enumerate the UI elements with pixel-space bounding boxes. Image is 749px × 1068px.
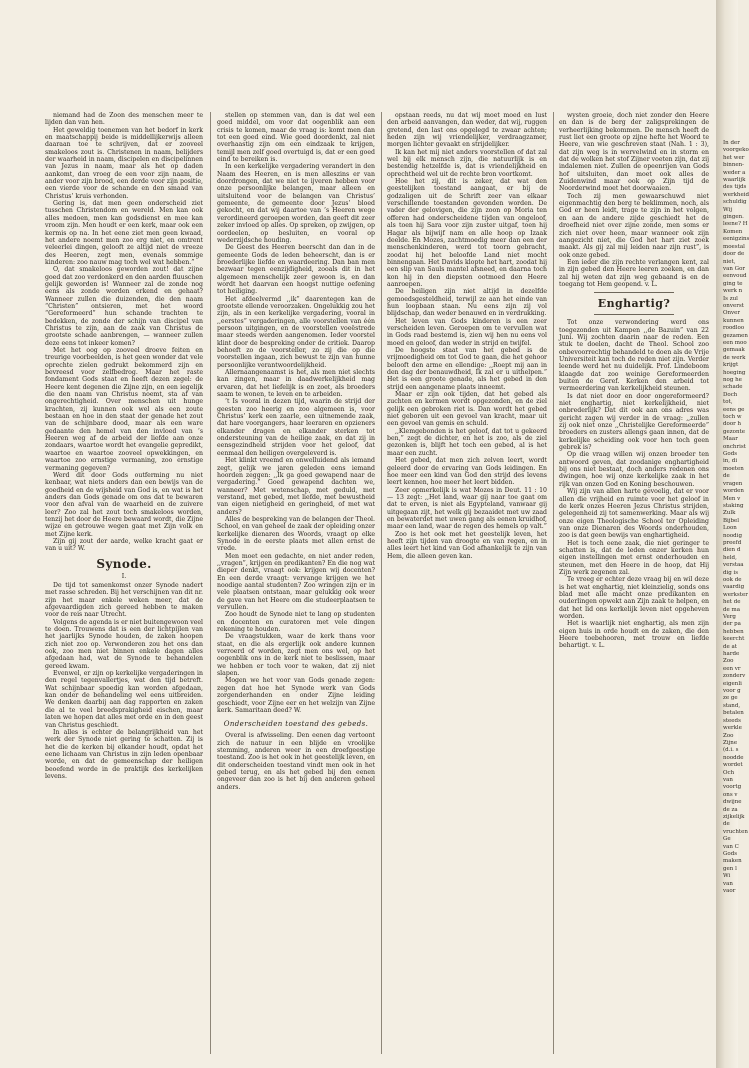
paragraph: De vraagstukken, waar de kerk thans voor staat, en die als ergerlijk ook andere kunnen verroerd of worden, zegt men ons wel, op het oogenblik ons in de kerk niet te beslissen, maar we hebben er toch voor te waken, dat zij niet slapen. (217, 633, 375, 678)
strip-line: toch w (723, 414, 742, 421)
strip-line: worden (723, 488, 744, 495)
strip-line: vragen (723, 480, 743, 487)
strip-line: een moo (723, 339, 747, 346)
strip-line: gemaak (723, 347, 745, 354)
strip-line: betalen (723, 710, 744, 717)
strip-line: des tijds (723, 184, 747, 191)
strip-line: Gods (723, 851, 738, 857)
column-1 (45, 112, 203, 1054)
strip-line: held, (723, 554, 737, 561)
strip-line: Ge (723, 836, 731, 843)
strip-line: schade (723, 384, 743, 391)
strip-line: van C (723, 843, 739, 850)
strip-line: voorgeko (723, 147, 749, 154)
strip-line: kunnen (723, 317, 744, 324)
strip-line: harde (723, 651, 740, 658)
paragraph: Tot onze verwondering werd ons toegezonden uit Kampen ,,de Bazuin” van 22 Juni. Wij zochten daarin naar de reden. Een stuk te doelen, dacht de Theol. School zoo onbevoorrechtig behandeld te doen als de Vrije Universiteit kan toch de reden niet zijn. Verder leende werd het nu duidelijk. Prof. Lindeboom klaagde dat zoo weinige Gereformeerden buiten de Geref. Kerken den arbeid tot vermeerdering van kerkelijkheid steunen. (559, 319, 709, 393)
paragraph: De tijd tot samenkomst onzer Synode nadert met rasse schreden. Bij het verschijnen van dit nr. zijn het maar enkele weken meer, dat de afgevaardigden zich gereed hebben te maken voor de reis naar Utrecht. (45, 581, 203, 619)
strip-line: ging te (723, 280, 743, 287)
strip-line: vruchten (723, 828, 748, 835)
strip-line: een vr (723, 665, 741, 672)
strip-line: maken (723, 858, 742, 865)
strip-line: Gods (723, 451, 738, 458)
strip-line: wordet (723, 762, 743, 769)
strip-line: voortg (723, 784, 742, 791)
paragraph: Gering is, dat men geen onderscheid ziet tusschen Christendom en wereld. Men kan ook alles medoen, men kan godsdienst en mee kan vroom zijn. Men houdt er een kerk, maar ook een kermis op na. In het eene ziet men geen kwaad, het andere noemt men zoo erg niet, en omtrent veleerlei dingen, gelooft ze altijd niet de vreeze des Heeren, zegt men, evenals sommige kinderen: zoo nauw mag toch wel wat hebben.” (45, 200, 203, 266)
strip-line: ze ge (723, 695, 738, 702)
strip-line: noodde (723, 754, 744, 761)
paragraph: Toch zij men gewaarschuwd niet eigenmachtig den berg te beklimmen, noch, als God er heen leidt, trage te zijn in het volgen, en aan de andere zijde geschiedt het de droefheid niet over zijne zonde, men soms er zich niet over heen, maar wanneer ook zijn aangezicht niet, die God het hart ziet zoek maakt. Als gij zal mij leiden naar zijn rust”, is ook onze gebed. (559, 192, 709, 259)
strip-line: Komen (723, 228, 743, 235)
strip-line: der pa (723, 621, 741, 628)
paragraph: Ik kan het mij niet anders voorstellen of dat zal wel bij elk mensch zijn, die natuurlijk is en bestendig hetzelfde is, dat is vriendelijkheid en oprechtheid wel uit de rechte bron voortkomt. (387, 148, 547, 178)
strip-line: Is zul (723, 295, 738, 302)
strip-line: preefd (723, 539, 742, 546)
strip-line: noodig (723, 532, 742, 539)
strip-line: werkheid (723, 191, 749, 198)
strip-line: hebben (723, 628, 744, 635)
strip-line: gezonte (723, 428, 745, 435)
column-2 (217, 112, 375, 1054)
paragraph: Zoo houdt de Synode niet te lang op studenten en docenten en curatoren met vele dingen rekening te houden. (217, 611, 375, 634)
paragraph: Te vreeg er echter deze vraag bij en wil deze is het wat enghartig, niet kleinzielig, sonds ons blad met alle macht onze predikanten en ouderlingen opwekt aan Zijn zaak te helpen, en dat het lid ons kerkelijk leven niet opgeheven worden. (559, 576, 709, 620)
section-title-synode: Synode. (96, 556, 152, 571)
paragraph: Hoe het zij, dit is zeker, dat wat den geestelijken toestand aangaat, er bij de godzaligen uit de Schrift zeer van elkaar verschillende toestanden gevonden worden. De vader der gelovigen, die zijn zoon op Moria ten offeren had onderscheidene tijden van ongeloof, als toen hij Sara voor zijn zuster uitgaf, toen hij Hagar als bijwijf nam en alle hoop op Izaak deelde. En Mozes, zachtmoedig meer dan een der menschenkinderen, werd tot toorn gebracht, zoodat hij het beloofde Land niet mocht binnengaan. Het Davids klopte het hart, zoodat hij een slip van Sauls mantel afsneed, en daarna toch kon hij in den diepsten ootmoed den Heere aanroepen. (387, 178, 547, 288)
strip-line: ons v (723, 791, 738, 798)
strip-line: hoeging (723, 369, 746, 376)
strip-line: zijkelijk (723, 813, 745, 820)
paragraph: De Geest des Heeren beerscht dan dan in de gemeente Gods de leden beheerscht, dan is er broederlijke liefde en waardeering. Dan ban men bezwaar tegen eenzijdigheid, zooals dit in het algemeen menschelijk zeer gewoon is, en dan wordt het daarvan een hoogst nuttige oefening tot heiliging. (217, 244, 375, 296)
strip-line: schuldig (723, 199, 747, 206)
strip-line: de at (723, 643, 738, 650)
paragraph: In een kerkelijke vergadering verandert in den Naam des Heeren, en is men alleszins er van doordrongen, dat we niet te ijveren hebben voor onze persoonlijke belangen, maar alleen en uitsluitend voor de belangen van Christus’ gemeente, de gemeente door Jezus’ bloed gekocht, en dat wij daartoe van ’s Heeren wege verordineerd geroepen worden, dan geeft dit zeer zeker invloed op alles. Op spreken, op zwijgen, op oordeelen, op besluiten, en vooral op wederzijdsche houding. (217, 163, 375, 244)
paragraph: wysten groeie, doch niet zonder den Heere en dan is de berg der zaligsprekingen de verheerlijking bekommen. De mensch heeft de rust liet een groote op zijne hefte het Woord te Heere, van wie geschreven staat (Nah. 1 : 3), dat zijn weg is in wervelwind en in storm en dat de wolken het stof Zijner voeten zijn, dat zij indalemen niet. Zullen de opeenrijen van Gods hof uitsluiten, dan moet ook alles de Zuidenwind maar ook op Zijn tijd de Noorderwind moet het doorwaaien. (559, 112, 709, 193)
strip-line: zonderv (723, 673, 746, 680)
strip-line: waarlijk (723, 177, 746, 184)
strip-line: het de (723, 599, 741, 606)
strip-line: ook de (723, 576, 742, 583)
strip-line: van (723, 776, 733, 783)
paragraph: stellen op stemmen van, dan is dat wel een goed middel, om voor dat oogenblik aan een crisis te komen, maar de vraag is: komt men dan tot een goed eind. Wie goed doordenkt, zal niet overhaastig zijn om een eindzaak te krijgen, temijl men zelf goed overtuigd is, dat er een goed eind te bereiken is. (217, 112, 375, 164)
strip-line: roodloo (723, 325, 745, 332)
strip-line: gingen. (723, 214, 744, 221)
separator-line (594, 314, 674, 315)
column-rule (381, 112, 382, 1054)
strip-line: de werk (723, 354, 746, 361)
strip-line: Och (723, 769, 735, 776)
strip-line: in, di (723, 458, 738, 465)
column-rule (210, 112, 211, 1054)
paragraph: Een ieder die zijn rechte verlangen kent, zal in zijn gebed den Heere leeren zoeken, en dan zal hij weten dat zijn weg gebaand is en de toegang tot Hem geopend. v. L. (559, 258, 709, 288)
strip-line: vaardig (723, 584, 745, 591)
paragraph: Maar er zijn ook tijden, dat het gebed als zuchten en kermen wordt opgezonden, en de ziel gelijk een gebroken riet is. Dan wordt het gebed niet geboren uit een gevoel van kracht, maar uit een gevoel van gemis en schuld. (387, 391, 547, 428)
paragraph: In alles is echter de belangrijkheid van het werk der Synode niet gering te schatten. Zij is het die de kerken bij elkander houdt, opdat het eene lichaam van Christus in zijn leden openbaar worde, en dat de gemeenschap der heiligen beoefend worde in de praktijk des kerkelijken levens. (45, 728, 203, 780)
paragraph: Allernaangenaamst is het, als men niet slechts kan zingen, maar in daadwerkelijkheid mag ervaren, dat het liefelijk is en zoet, als broeders saam te wonen, te leven en te arbeiden. (217, 369, 375, 399)
strip-line: Loon (723, 525, 737, 532)
strip-line: gezamen (723, 332, 748, 339)
paragraph: O, dat smakeloos geworden zout! dat zijne goed dat zoo verdonkerd en den aarden fluuschen gelijk geworden is! Wanneer zal de zonde nog eens als zonde worden erkend en gehaat? Wanneer zullen die duizenden, die den naam “Christen” ontsieren, met het woord “Gereformeerd” hun schande trachten te bedekken, de zonde der schijn van discipel van Christus te zijn, aan de zaak van Christus de grootste schade aanbrengen, — wanneer zullen deze eens tot inkeer komen? (45, 266, 203, 347)
paragraph: Wij zijn van allen harte gevoelig, dat er voor allen die vrijheid en ruimte voor het geloof in de kerk onzes Heeren Jezus Christus strijden, gelegenheid zij tot samenwerking. Maar als wij onze eigen Theologische School ter Opleiding van onze Dienaren des Woords onderhouden, zoo is dat geen bewijs van enghartigheid. (559, 488, 709, 540)
strip-line: niet, (723, 258, 736, 265)
strip-line: (d.i. s (723, 747, 739, 754)
paragraph: Het gebed, dat men zich zelven leert, wordt geleerd door de ervaring van Gods leidingen. En hoe meer een kind van God den strijd des levens leert kennen, hoe meer het leert bidden. (387, 457, 547, 487)
paragraph: Het is waarlijk niet enghartig, als men zijn eigen huis in orde houdt en de zaken, die den Heere toebehooren, met trouw en liefde behartigt. v. L. (559, 620, 709, 650)
strip-line: Maar (723, 436, 738, 443)
paragraph: ’t Is vooral in dezen tijd, waarin de strijd der geesten zoo heerig en zoo algemeen is, voor Christus’ kerk een zaarle, een uitnemende zaak, dat hare voorgangers, haar leeraren en opzieners elkander dragen en elkander sterken tot ondersteuning van de heilige zaak, en dat zij in eensgezindheid strijden voor het geloof, dat eenmaal den heiligen overgeleverd is. (217, 398, 375, 457)
strip-line: de ma (723, 606, 741, 613)
strip-line: moestal (723, 243, 745, 250)
paragraph: niemand had de Zoon des menschen meer te lijden dan van hen. (45, 112, 203, 127)
paragraph: De heiligen zijn niet altijd in dezelfde gemoedsgesteldheid, terwijl ze aan het einde van hun loopbaan staan. Nu eens zijn zij vol blijdschap, dan weder benauwd en in verdrukking. (387, 288, 547, 318)
strip-line: moeten (723, 465, 744, 472)
strip-line: Wi (723, 873, 731, 880)
section-title-gebed: Onderscheiden toestand des gebeds. (223, 720, 369, 729)
paragraph: Het klinkt vreemd en onwelluidend als iemand zegt, gelijk we jaren geleden eens iemand hoorden zeggen: ,,Ik ga goed gewapend naar de vergadering.” Goed gewapend dachten we, wanneer? Met wetenschap, met geduld, met verstand, met gebed, met liefde, met bewustheid van eigen nietigheid en geringheid, of met wat anders? (217, 457, 375, 516)
paragraph: Mogen we het voor van Gods genade zegen: zegen dat hoe het Synode werk van Gods zorgenderhanden en onder Zijne leiding geschiedt, voor Zijne eer en het welzijn van Zijne kerk. Samaritaan deed? W. (217, 677, 375, 714)
adjacent-page-edge-text (723, 140, 749, 1038)
paragraph: Evenwel, er zijn op kerkelijke vergaderingen in den regel tegenvallertjes, wat den tijd betreft. Wat schijnbaar spoedig kan worden afgedaan, kan onder de behandeling wel eens uitbreiden. We denken daarbij aan dag rapporten en zaken die al te veel breedsprakigheid eischen, maar laten we hopen dat alles met orde en in den geest van Christus geschiedt. (45, 670, 203, 729)
strip-line: Doch (723, 391, 738, 398)
paragraph: Met het oog op zooveel droeve feiten en treurige voorbeelden, is het geen wonder dat vele oprechte zielen gedrukt bekommerd zijn en bevreesd voor zelfbedrog. Maar het raste fondament Gods staat en heeft dezen zegel: de Heere kent degenen die Zijne zijn, en een iegelijk die den naam van Christus noemt, sta af van ongerechtigheid. Over menschen uit hunge krachten, zij kunnen ook wel als een zoute bestaan en hoe in den staat der genade het zout van de schijnbare dood, maar als een ware gedaante den hemel van den invloed van ’s Heeren weg af de arbeid der liefde aan onze zondaars, waartoe wordt het evangelie gepredikt, waartoe en waartoe zooveel opwekkingen, en waartoe zoo ernstige vermaning, zoo ernstige vermaning gegeven? (45, 347, 203, 472)
strip-line: van (723, 880, 733, 887)
strip-line: Zulk (723, 510, 736, 517)
strip-line: leene? H (723, 221, 748, 228)
column-4 (559, 112, 709, 1054)
strip-line: weder a (723, 169, 746, 176)
paragraph: Zijn gij zout der aarde, welke kracht gaat er van u uit? W. (45, 537, 203, 553)
strip-line: steeds (723, 717, 741, 724)
strip-line: door h (723, 421, 742, 428)
strip-line: keercht (723, 636, 745, 643)
strip-line: voor g (723, 688, 741, 695)
strip-line: krijgt (723, 362, 739, 369)
strip-line: het wer (723, 154, 745, 161)
paragraph: Zoo is het ook met het geestelijk leven, het heeft zijn tijden van droogte en van regen, en in alles leert het kind van God afhankelijk te zijn van Hem, die alleen geven kan. (387, 530, 547, 560)
paragraph: Zeer opmerkelijk is wat Mozes in Deut. 11 : 10 — 13 zegt: ,,Het land, waar gij naar toe gaat om dat te erven, is niet als Egypteland, vanwaar gij uitgegaan zijt, het welk gij bezaaidet met uw zaad en bewaterdet met uwen gang als eenen kruidhof, maar een land, waar de regen des hemels op valt.” (387, 486, 547, 531)
strip-line: door de (723, 251, 745, 258)
strip-line: eenvoud (723, 273, 747, 280)
strip-line: nog he (723, 377, 742, 383)
paragraph: opstaan reeds, nu dat wij moet moed en lust den arbeid aanvangen, dan weder, dat wij, ruggen gretend, den last ons opgelegd te zwaar achten; heden zijn wij vriendelijker, verdraagzamer, morgen lichter gevaakt en strijdelijker. (387, 112, 547, 149)
separator-line (594, 292, 674, 293)
strip-line: Men v (723, 495, 741, 502)
strip-line: Zoo (723, 658, 734, 665)
strip-line: In der (723, 140, 740, 146)
strip-line: werkster (723, 591, 748, 598)
strip-line: dig is (723, 569, 739, 576)
strip-line: onchrist (723, 443, 746, 450)
paragraph: Het afdeelvermd ,,ik” daarentegen kan de grootste ellende veroorzaken. Ongelukkig zou het zijn, als in een kerkelijke vergadering, vooral in ,,eerstes” vergaderingen, alle voorstellen van één persoon uitgingen, en de voorstellen voeëstrede maar steeds werden aangenomen. Ieder voorstel klint door de bespreking onder de critiek. Daarop behoeft zo de voorsteller, zo zij die op die voorstellen ingaan, zich bewust te zijn van hunne persoonlijke verantwoordelijkheid. (217, 295, 375, 369)
paragraph: Werd dit door Gods outferming nu niet kenbaar, wat niets anders dan een bewijs van de goedheid en de wijsheid van God is, en wat is het anders dan Gods genade om ons dat te bewaren voor den afval van de waarheid en de zuivere leer? Zoo zal het zout toch smakeloos worden, tenzij het door de Heere bewaard wordt, die Zijne wijze en getrouwe wegen gaat met Zijn volk en met Zijne kerk. (45, 471, 203, 538)
strip-line: dwijne (723, 799, 742, 806)
strip-line: binnen- (723, 162, 745, 169)
strip-line: gen l (723, 865, 737, 872)
strip-line: Zijne (723, 739, 738, 746)
strip-line: tot, (723, 399, 733, 406)
strip-line: Bijbel (723, 517, 740, 524)
strip-line: van Gor (723, 265, 746, 272)
strip-line: eigenli (723, 680, 742, 687)
paragraph: Het is toch eene zaak, die niet geringer te schatten is, dat de leden onzer kerken hun eigen instellingen met ernst onderhouden en steunen, met den Heere in de hoop, dat Hij Zijn werk zegenen zal. (559, 539, 709, 576)
strip-line: werk n (723, 288, 743, 295)
paragraph: De hoogste staat van het gebed is de vrijmoedigheid om tot God te gaan, die het gehoor belooft den arme en ellendige: ,,Roept mij aan in den dag der benauwdheid, Ik zal er u uithelpen.” Het is een groote genade, als het gebed in den strijd een aangename plaats inneemt. (387, 347, 547, 391)
strip-line: verstaa (723, 562, 744, 569)
strip-line: eenigzins (723, 236, 749, 243)
paragraph: Volgens de agenda is er niet buitengewoon veel te doen. Trouwens dat is een der lichtpijlen van het jaarlijks Synode houden, de zaken hoopen zich niet zoo op. Verwonderen zou het ons dan ook, zoo men niet binnen enkele dagen alles afgedaan had, wat de Synode te behandelen gereed kwam. (45, 618, 203, 670)
strip-line: Onver (723, 310, 741, 317)
column-rule (553, 112, 554, 1054)
paragraph: Alles de bespreking van de belangen der Theol. School, en van geheel de zaak der opleiding onzer kerkelijke dienaren des Woords, vraagt op elke Synode in de eerste plaats met allen ernst de vrede. (217, 515, 375, 553)
strip-line: dien d (723, 547, 741, 554)
strip-line: onverst (723, 302, 744, 309)
paragraph: Overal is afwisseling. Den eenen dag vertoont zich de natuur in een blijde en vroolijke stemming, anderen weer in een droefgeestige toestand. Zoo is het ook in het geestelijk leven, en dit onderscheiden toestand vindt men ook in het gebed terug, en als het gebed bij den eenen ongeveer dan zoo is het bij den anderen geheel anders. (217, 732, 375, 791)
section-number: I. (121, 572, 127, 580)
paragraph: Het leven van Gods kinderen is een zeer verscheiden leven. Geroepen om te vervullen wat in Gods raad bestemd is, zien wij hen nu eens vol moed en geloof, dan weder in strijd en twijfel. (387, 317, 547, 347)
section-title-enghartig: Enghartig? (597, 297, 671, 311)
strip-line: de (723, 821, 730, 828)
paragraph: ,,Klemgebonden is het geloof, dat tot u gekeerd ben,” zegt de dichter, en het is zoo, als de ziel gezonken is, blijft het toch een gebed, al is het maar een zucht. (387, 427, 547, 457)
strip-line: stand, (723, 702, 741, 709)
paragraph: Op die vraag willen wij onzen broeder ten antwoord geven, dat zoodanige enghartigheid bij ons niet bestaat, doch anders redenen ons dwingen, hoe wij onze kerkelijke zaak in het rijk van onzen God en Koning beschouwen. (559, 451, 709, 488)
paragraph: Men moet een gedachte, en niet ander reden, ,,vragen”, krijgen en predikanten? En die nog wat dieper denkt, vraagt ook: krijgen wij docenten? En een derde vraagt: vervange krijgen we het noodige aantal studenten? Zoo wringen zijn er in vele plaatsen ontstaan, maar gelukkig ook weer de gave van het Heere om die studeerplaatsen te vervullen. (217, 552, 375, 612)
strip-line: de (723, 473, 730, 480)
strip-line: staking (723, 502, 744, 509)
strip-line: Verg (723, 614, 736, 620)
strip-line: eens ge (723, 406, 745, 413)
column-3 (387, 112, 547, 1054)
strip-line: Wij (723, 206, 733, 213)
strip-line: vaor (723, 888, 736, 895)
paragraph: Is dat niet door en door ongereformeerd? niet enghartig, niet kerkelijkheid, niet onbrederlijk? Dat dit ook aan ons adres was gericht zagen wij verder in de vraag: ,,zullen zij ook niet onze ,,Christelijke Gereformeerde” broeders en zusters allengs gaan innen, dat de kerkelijke scheiding ook voor hen toch geen gebrek is? (559, 392, 709, 452)
strip-line: de za (723, 806, 738, 813)
paragraph: Het geweldig toenemen van het bedorf in kerk en maatschappij beide is middellijkerwijs alleen daaraan toe te schrijven, dat er zooveel smakeloos zout is. Christenen in naam, belijders der waarheid in naam, discipelen en discipelinnen van Jezus in naam, maar als het op daden aankomt, dan vroeg de een voor zijn naam, de ander voor zijn brood, een derde voor zijn positie, een vierde voor de schande en den smaad van Christus’ kruis verhonden. (45, 126, 203, 200)
strip-line: Zoo (723, 732, 734, 739)
strip-line: werkle (723, 725, 742, 732)
